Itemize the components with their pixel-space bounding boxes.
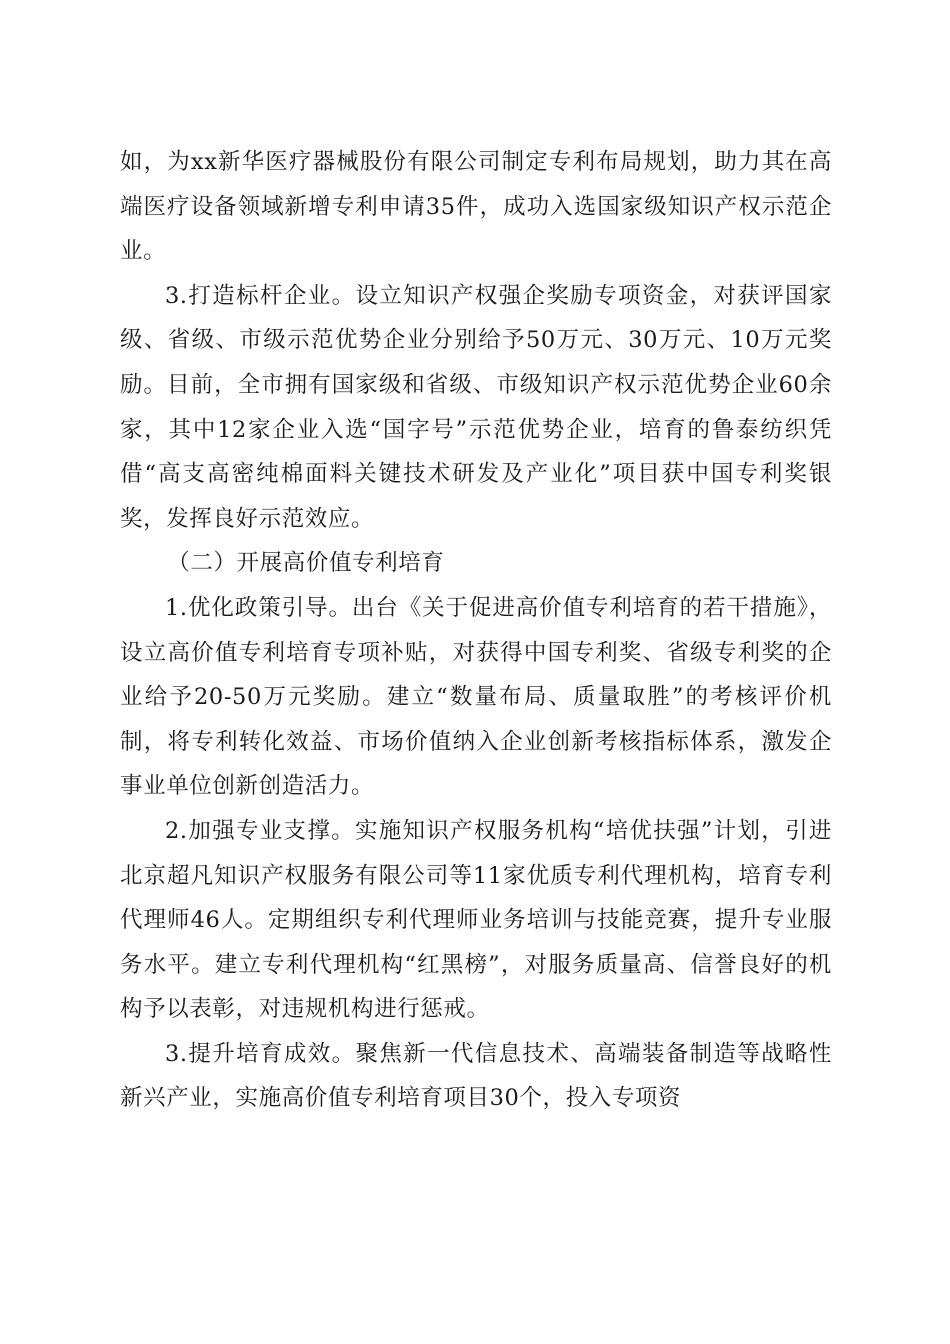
- paragraph-professional-support: 2.加强专业支撑。实施知识产权服务机构“培优扶强”计划，引进北京超凡知识产权服务有限公司等11家优质专利代理机构，培育专利代理师46人。定期组织专利代理师业务培训与技能竞赛，提升专业服务水平。建立专利代理机构“红黑榜”，对服务质量高、信誉良好的机构予以表彰，对违规机构进行惩戒。: [120, 817, 832, 1023]
- paragraph-continuation: 如，为xx新华医疗器械股份有限公司制定专利布局规划，助力其在高端医疗设备领域新增专利申请35件，成功入选国家级知识产权示范企业。: [120, 149, 832, 265]
- paragraph-cultivation-results: 3.提升培育成效。聚焦新一代信息技术、高端装备制造等战略性新兴产业，实施高价值专利培育项目30个，投入专项资: [120, 1040, 832, 1112]
- section-heading: （二）开展高价值专利培育: [167, 550, 445, 577]
- paragraph-policy-guidance: 1.优化政策引导。出台《关于促进高价值专利培育的若干措施》，设立高价值专利培育专项补贴，对获得中国专利奖、省级专利奖的企业给予20-50万元奖励。建立“数量布局、质量取胜”的考核评价机制，将专利转化效益、市场价值纳入企业创新考核指标体系，激发企事业单位创新创造活力。: [120, 594, 832, 800]
- paragraph-benchmark-enterprises: 3.打造标杆企业。设立知识产权强企奖励专项资金，对获评国家级、省级、市级示范优势企业分别给予50万元、30万元、10万元奖励。目前，全市拥有国家级和省级、市级知识产权示范优势企业60余家，其中12家企业入选“国字号”示范优势企业，培育的鲁泰纺织凭借“高支高密纯棉面料关键技术研发及产业化”项目获中国专利奖银奖，发挥良好示范效应。: [120, 282, 832, 532]
- document-body: [120, 140, 832, 1121]
